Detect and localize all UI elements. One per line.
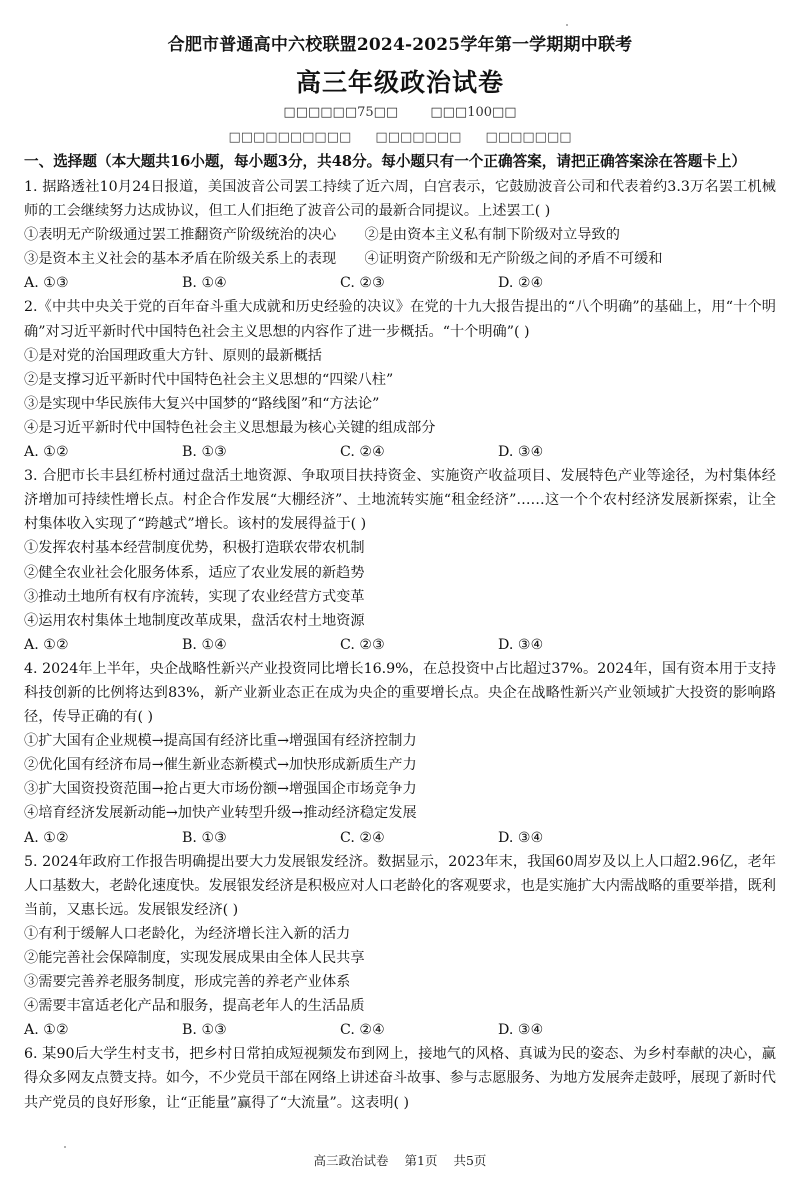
statement: ②能完善社会保障制度，实现发展成果由全体人民共享 — [24, 950, 365, 966]
option-c: C. ②③ — [340, 636, 385, 653]
option-b: B. ①③ — [182, 444, 227, 461]
statement: ①是对党的治国理政重大方针、原则的最新概括 — [24, 347, 322, 364]
page-footer — [0, 1151, 800, 1169]
option-b: B. ①④ — [182, 275, 227, 292]
statement: ④运用农村集体土地制度改革成果，盘活农村土地资源 — [24, 612, 365, 629]
option-a: A. ①③ — [24, 275, 69, 292]
notice-part: □□□□□□□ — [375, 130, 462, 145]
exam-notice — [0, 130, 800, 145]
question-6 — [24, 1042, 776, 1114]
paper-title: 高三年级政治试卷 — [295, 68, 504, 97]
option-a: A. ①② — [24, 444, 69, 461]
option-a: A. ①② — [24, 829, 69, 846]
statement: ③需要完善养老服务制度，形成完善的养老产业体系 — [24, 974, 351, 991]
option-c: C. ②③ — [340, 275, 385, 292]
statement: ①表明无产阶级通过罢工推翻资产阶级统治的决心 ②是由资本主义私有制下阶级对立导致的 — [24, 227, 620, 244]
option-a: A. ①② — [24, 636, 69, 653]
statement: ④需要丰富适老化产品和服务，提高老年人的生活品质 — [24, 998, 365, 1015]
option-a: A. ①② — [24, 1022, 69, 1039]
question-5 — [24, 850, 776, 1043]
question-2 — [24, 295, 776, 464]
statement: ②健全农业社会化服务体系，适应了农业发展的新趋势 — [24, 564, 365, 581]
statement: ③推动土地所有权有序流转，实现了农业经营方式变革 — [24, 588, 365, 605]
scan-dot — [566, 24, 568, 26]
answer-options — [24, 440, 776, 464]
option-c: C. ②④ — [340, 1022, 385, 1039]
question-stem: 4. 2024年上半年，央企战略性新兴产业投资同比增长16.9%，在总投资中占比超过37%。2024年，国有资本用于支持科技创新的比例将达到83%，新产业新业态正在成为央企的重要增长点。央企在战略性新兴产业领域扩大投资的影响路径，传导正确的有( ) — [24, 660, 776, 726]
statement: ③是实现中华民族伟大复兴中国梦的“路线图”和“方法论” — [24, 395, 380, 412]
statement: ③是资本主义社会的基本矛盾在阶级关系上的表现 ④证明资产阶级和无产阶级之间的矛盾不可缓和 — [24, 251, 663, 268]
footer-total-pages: 共5页 — [453, 1153, 487, 1168]
statement: ①有利于缓解人口老龄化，为经济增长注入新的活力 — [24, 925, 351, 942]
scan-dot — [64, 1146, 66, 1148]
answer-options — [24, 826, 776, 850]
footer-page-number: 第1页 — [404, 1153, 438, 1168]
question-stem: 3. 合肥市长丰县红桥村通过盘活土地资源、争取项目扶持资金、实施资产收益项目、发展特色产业等途径，为村集体经济增加可持续性增长点。村企合作发展“大棚经济”、土地流转实施“租金经济”……这一个个农村经济发展新探索，让全村集体收入实现了“跨越式”增长。该村的发展得益于( ) — [24, 468, 776, 533]
option-b: B. ①③ — [182, 829, 227, 846]
footer-paper-name: 高三政治试卷 — [313, 1153, 389, 1168]
statement: ④培育经济发展新动能→加快产业转型升级→推动经济稳定发展 — [24, 805, 417, 822]
answer-options — [24, 1018, 776, 1042]
option-d: D. ②④ — [498, 275, 544, 292]
statement: ③扩大国资投资范围→抢占更大市场份额→增强国企市场竞争力 — [24, 781, 417, 798]
union-exam-title: 合肥市普通高中六校联盟2024-2025学年第一学期期中联考 — [167, 35, 633, 55]
option-d: D. ③④ — [498, 636, 544, 653]
question-stem: 5. 2024年政府工作报告明确提出要大力发展银发经济。数据显示，2023年末，我国60周岁及以上人口超2.96亿，老年人口基数大，老龄化速度快。发展银发经济是积极应对人口老龄化的客观要求，也是实施扩大内需战略的重要举措，既利当前，又惠长远。发展银发经济( ) — [24, 853, 776, 918]
question-1 — [24, 175, 776, 295]
statement: ①扩大国有企业规模→提高国有经济比重→增强国有经济控制力 — [24, 733, 417, 750]
question-stem: 1. 据路透社10月24日报道，美国波音公司罢工持续了近六周，白宫表示，它鼓励波音公司和代表着约3.3万名罢工机械师的工会继续努力达成协议，但工人们拒绝了波音公司的最新合同提议。上述罢工( ) — [24, 179, 776, 220]
answer-options — [24, 271, 776, 295]
notice-part: □□□□□□□ — [485, 130, 572, 145]
option-b: B. ①④ — [182, 636, 227, 653]
question-3 — [24, 464, 776, 657]
statement: ②优化国有经济布局→催生新业态新模式→加快形成新质生产力 — [24, 757, 417, 774]
section-heading: 一、选择题（本大题共16小题，每小题3分，共48分。每小题只有一个正确答案，请把正确答案涂在答题卡上） — [24, 153, 747, 170]
exam-time: □□□□□□75□□ — [283, 105, 399, 120]
time-score-line — [0, 105, 800, 120]
question-stem: 6. 某90后大学生村支书，把乡村日常拍成短视频发布到网上，接地气的风格、真诚为民的姿态、为乡村奉献的决心，赢得众多网友点赞支持。如今，不少党员干部在网络上讲述奋斗故事、参与志愿服务、为地方发展奔走鼓呼，展现了新时代共产党员的良好形象，让“正能量”赢得了“大流量”。这表明( ) — [24, 1046, 776, 1111]
option-b: B. ①③ — [182, 1022, 227, 1039]
question-stem: 2.《中共中央关于党的百年奋斗重大成就和历史经验的决议》在党的十九大报告提出的“八个明确”的基础上，用“十个明确”对习近平新时代中国特色社会主义思想的内容作了进一步概括。“十个明确”( ) — [24, 299, 776, 340]
question-4 — [24, 657, 776, 850]
option-c: C. ②④ — [340, 444, 385, 461]
question-content — [24, 150, 776, 1115]
option-d: D. ③④ — [498, 829, 544, 846]
notice-part: □□□□□□□□□□ — [228, 130, 352, 145]
statement: ①发挥农村基本经营制度优势，积极打造联农带农机制 — [24, 540, 365, 557]
option-d: D. ③④ — [498, 444, 544, 461]
answer-options — [24, 633, 776, 657]
option-c: C. ②④ — [340, 829, 385, 846]
statement: ②是支撑习近平新时代中国特色社会主义思想的“四梁八柱” — [24, 371, 394, 388]
statement: ④是习近平新时代中国特色社会主义思想最为核心关键的组成部分 — [24, 419, 436, 436]
exam-score: □□□100□□ — [430, 105, 517, 120]
option-d: D. ③④ — [498, 1022, 544, 1039]
